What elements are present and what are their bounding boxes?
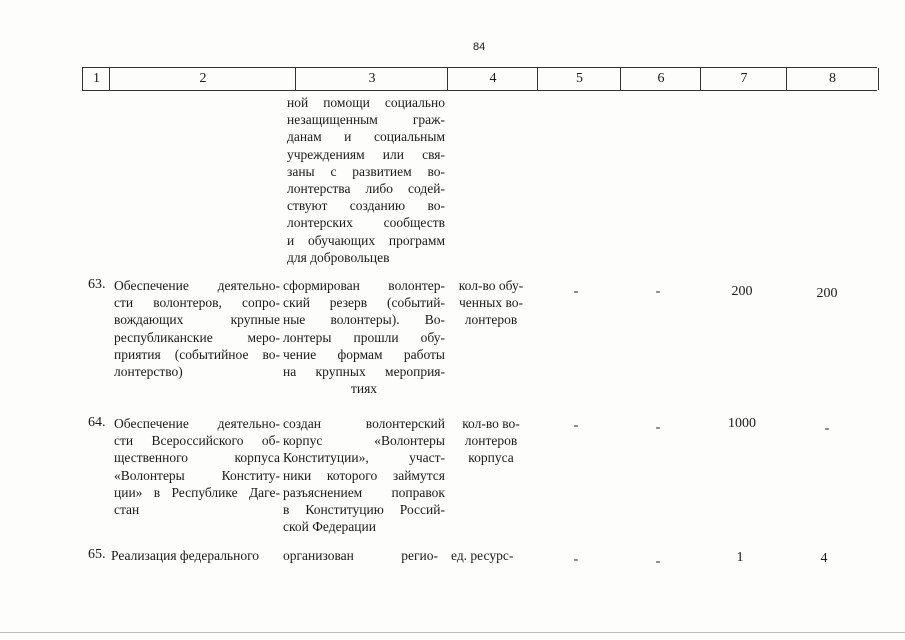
text-line: данам и социальным	[287, 129, 445, 145]
row-col5-value: -	[573, 552, 579, 567]
page-number: 84	[473, 41, 486, 53]
header-col-4: 4	[447, 68, 538, 90]
row-col7-value: 1000	[728, 416, 756, 431]
text-line: сти Всероссийского об-	[114, 433, 280, 449]
text-line: чение формам работы	[283, 346, 445, 362]
scan-edge-line	[0, 632, 905, 633]
text-line: республиканские меро-	[114, 329, 280, 345]
row-col6-value: -	[655, 284, 661, 299]
text-line: кол-во во-	[462, 416, 520, 431]
text-line: корпус «Волонтеры	[283, 433, 445, 449]
row-col7-value: 200	[731, 284, 753, 299]
row-name	[114, 277, 280, 380]
header-col-3: 3	[295, 68, 448, 90]
text-line: «Волонтеры Конститу-	[114, 467, 280, 483]
text-line: Обеспечение деятельно-	[114, 278, 280, 293]
header-col-8: 8	[786, 68, 879, 90]
text-line: лонтерство)	[114, 364, 183, 380]
header-col-1: 1	[82, 68, 110, 90]
text-line: организован регио-	[283, 548, 438, 563]
row-number: 64.	[88, 415, 106, 430]
text-line: ники которого займутся	[283, 467, 445, 483]
text-line: Конституции», участ-	[283, 450, 445, 466]
text-line: вождающих крупные	[114, 312, 280, 328]
continuation-result-text	[287, 94, 445, 266]
text-line: Обеспечение деятельно-	[114, 416, 280, 431]
row-result	[283, 415, 445, 535]
text-line: приятия (событийное во-	[114, 346, 280, 362]
row-col8-value: 4	[820, 551, 828, 566]
row-col5-value: -	[573, 418, 579, 433]
text-line: ные волонтеры). Во-	[283, 312, 445, 328]
text-line: ствуют созданию во-	[287, 198, 445, 214]
text-line: стан	[114, 502, 140, 518]
text-line: сти волонтеров, сопро-	[114, 295, 280, 311]
row-name	[111, 547, 283, 564]
row-col6-value: -	[655, 554, 661, 569]
row-number: 63.	[88, 277, 106, 292]
text-line: незащищенным граж-	[287, 112, 445, 128]
text-line: заны с развитием во-	[287, 163, 445, 179]
text-line: ной помощи социально	[287, 95, 445, 110]
text-line: ский резерв (событий-	[283, 295, 445, 311]
text-line: разъяснением поправок	[283, 484, 445, 500]
row-unit	[451, 547, 535, 564]
text-line: создан волонтерский	[283, 416, 445, 431]
row-col8-value: 200	[816, 286, 838, 301]
row-result	[283, 547, 438, 564]
header-col-7: 7	[700, 68, 787, 90]
text-line: лонтеров	[464, 433, 518, 449]
text-line: корпуса	[468, 450, 514, 466]
text-line: лонтерства либо содей-	[287, 181, 445, 197]
text-line: учреждениям или свя-	[287, 146, 445, 162]
header-col-2: 2	[109, 68, 296, 90]
row-col6-value: -	[655, 420, 661, 435]
text-line: щественного корпуса	[114, 450, 280, 466]
text-line: лонтеры прошли обу-	[283, 329, 445, 345]
row-name	[114, 415, 280, 518]
row-unit	[449, 415, 533, 467]
header-col-6: 6	[620, 68, 701, 90]
text-line: для добровольцев	[287, 249, 390, 265]
table-header-row	[82, 67, 877, 91]
text-line: лонтерских сообществ	[287, 215, 445, 231]
text-line: и обучающих программ	[287, 232, 445, 248]
row-col8-value: -	[824, 421, 830, 436]
text-line: ченных во-	[459, 295, 523, 311]
text-line: тиях	[350, 381, 378, 397]
row-result	[283, 277, 445, 397]
text-line: лонтеров	[464, 312, 518, 328]
text-line: ской Федерации	[283, 519, 376, 535]
header-col-5: 5	[537, 68, 621, 90]
text-line: кол-во обу-	[458, 278, 524, 293]
row-number: 65.	[88, 547, 106, 562]
row-col7-value: 1	[736, 550, 744, 565]
text-line: ции» в Республике Даге-	[114, 484, 280, 500]
row-unit	[449, 277, 533, 329]
row-col5-value: -	[573, 284, 579, 299]
text-line: на крупных мероприя-	[283, 364, 445, 380]
text-line: сформирован волонтер-	[283, 278, 445, 293]
text-line: в Конституцию Россий-	[283, 502, 445, 518]
text-line: Реализация федерального	[111, 548, 260, 563]
text-line: ед. ресурс-	[451, 548, 514, 563]
